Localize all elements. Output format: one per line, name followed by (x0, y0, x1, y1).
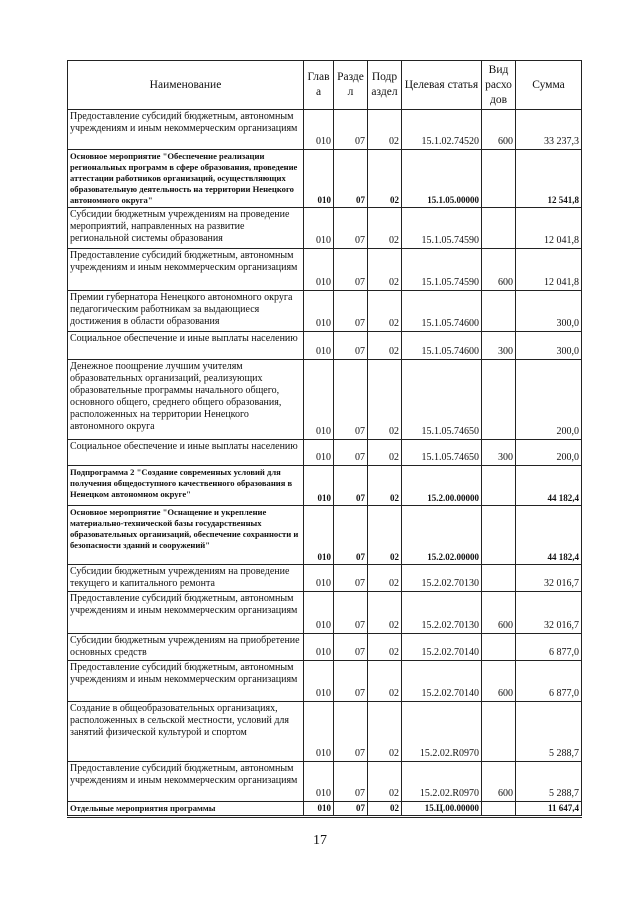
table-row (68, 565, 582, 592)
cell-section: 07 (334, 466, 368, 506)
header-section: Разде л (334, 61, 368, 110)
cell-section: 07 (334, 506, 368, 565)
cell-name: Социальное обеспечение и иные выплаты населению (68, 440, 304, 466)
cell-target: 15.2.02.70140 (402, 661, 482, 702)
table-row (68, 634, 582, 661)
cell-section: 07 (334, 208, 368, 249)
cell-section: 07 (334, 440, 368, 466)
cell-amount: 44 182,4 (516, 466, 582, 506)
cell-chapter: 010 (304, 565, 334, 592)
cell-chapter: 010 (304, 661, 334, 702)
cell-section: 07 (334, 592, 368, 634)
cell-subsection: 02 (368, 440, 402, 466)
cell-chapter: 010 (304, 506, 334, 565)
table-row (68, 702, 582, 762)
cell-section: 07 (334, 249, 368, 291)
cell-amount: 6 877,0 (516, 661, 582, 702)
cell-chapter: 010 (304, 702, 334, 762)
cell-subsection: 02 (368, 110, 402, 150)
cell-amount: 11 647,4 (516, 802, 582, 817)
cell-amount: 12 041,8 (516, 208, 582, 249)
cell-target: 15.2.02.R0970 (402, 702, 482, 762)
cell-expense-type: 600 (482, 592, 516, 634)
cell-amount: 200,0 (516, 360, 582, 440)
cell-expense-type (482, 506, 516, 565)
table-row (68, 592, 582, 634)
cell-section: 07 (334, 762, 368, 802)
cell-target: 15.Ц.00.00000 (402, 802, 482, 817)
cell-target: 15.1.05.00000 (402, 150, 482, 208)
table-row (68, 110, 582, 150)
cell-chapter: 010 (304, 208, 334, 249)
cell-name: Основное мероприятие "Оснащение и укрепление материально-технической базы государственных образовательных организаций, обеспечение сохранности и безопасности зданий и сооружений" (68, 506, 304, 565)
cell-expense-type (482, 466, 516, 506)
cell-target: 15.1.02.74520 (402, 110, 482, 150)
cell-target: 15.2.02.70130 (402, 592, 482, 634)
cell-name: Предоставление субсидий бюджетным, автономным учреждениям и иным некоммерческим организациям (68, 661, 304, 702)
cell-chapter: 010 (304, 360, 334, 440)
table-row (68, 150, 582, 208)
cell-subsection: 02 (368, 332, 402, 360)
cell-expense-type: 300 (482, 440, 516, 466)
cell-name: Предоставление субсидий бюджетным, автономным учреждениям и иным некоммерческим организациям (68, 762, 304, 802)
cell-chapter: 010 (304, 762, 334, 802)
cell-target: 15.1.05.74600 (402, 332, 482, 360)
cell-chapter: 010 (304, 466, 334, 506)
cell-subsection: 02 (368, 291, 402, 332)
cell-amount: 6 877,0 (516, 634, 582, 661)
cell-subsection: 02 (368, 150, 402, 208)
cell-subsection: 02 (368, 466, 402, 506)
cell-name: Основное мероприятие "Обеспечение реализации региональных программ в сфере образования, проведение аттестации работников организаций, осуществляющих образовательную деятельность на территории Ненецкого автономного округа" (68, 150, 304, 208)
table-row (68, 661, 582, 702)
cell-subsection: 02 (368, 506, 402, 565)
table-row (68, 762, 582, 802)
cell-target: 15.1.05.74650 (402, 440, 482, 466)
cell-subsection: 02 (368, 592, 402, 634)
cell-target: 15.2.02.70140 (402, 634, 482, 661)
cell-chapter: 010 (304, 802, 334, 817)
header-target: Целевая статья (402, 61, 482, 110)
table-row (68, 208, 582, 249)
cell-name: Предоставление субсидий бюджетным, автономным учреждениям и иным некоммерческим организациям (68, 110, 304, 150)
cell-chapter: 010 (304, 249, 334, 291)
table-row (68, 360, 582, 440)
table-row (68, 440, 582, 466)
cell-name: Субсидии бюджетным учреждениям на приобретение основных средств (68, 634, 304, 661)
table-body (68, 110, 582, 817)
cell-expense-type: 600 (482, 249, 516, 291)
cell-chapter: 010 (304, 150, 334, 208)
cell-subsection: 02 (368, 661, 402, 702)
cell-target: 15.1.05.74590 (402, 208, 482, 249)
cell-name: Социальное обеспечение и иные выплаты населению (68, 332, 304, 360)
cell-amount: 12 041,8 (516, 249, 582, 291)
table-row (68, 466, 582, 506)
cell-chapter: 010 (304, 440, 334, 466)
cell-name: Подпрограмма 2 "Создание современных условий для получения общедоступного качественного образования в Ненецком автономном округе" (68, 466, 304, 506)
cell-expense-type (482, 360, 516, 440)
cell-name: Предоставление субсидий бюджетным, автономным учреждениям и иным некоммерческим организациям (68, 249, 304, 291)
cell-subsection: 02 (368, 802, 402, 817)
cell-amount: 32 016,7 (516, 565, 582, 592)
page-number: 17 (313, 833, 327, 848)
cell-chapter: 010 (304, 634, 334, 661)
cell-section: 07 (334, 802, 368, 817)
cell-target: 15.1.05.74600 (402, 291, 482, 332)
table-row (68, 506, 582, 565)
cell-target: 15.2.02.R0970 (402, 762, 482, 802)
cell-amount: 200,0 (516, 440, 582, 466)
cell-section: 07 (334, 565, 368, 592)
cell-target: 15.1.05.74650 (402, 360, 482, 440)
budget-table (67, 60, 582, 818)
table-row (68, 291, 582, 332)
cell-section: 07 (334, 661, 368, 702)
cell-chapter: 010 (304, 291, 334, 332)
cell-expense-type (482, 702, 516, 762)
cell-name: Отдельные мероприятия программы (68, 802, 304, 817)
cell-expense-type: 300 (482, 332, 516, 360)
cell-expense-type (482, 150, 516, 208)
table-header-row (68, 61, 582, 110)
cell-target: 15.1.05.74590 (402, 249, 482, 291)
cell-target: 15.2.02.70130 (402, 565, 482, 592)
cell-amount: 5 288,7 (516, 762, 582, 802)
header-name: Наименование (68, 61, 304, 110)
cell-amount: 300,0 (516, 332, 582, 360)
cell-name: Субсидии бюджетным учреждениям на проведение текущего и капитального ремонта (68, 565, 304, 592)
table-row (68, 332, 582, 360)
cell-subsection: 02 (368, 762, 402, 802)
cell-amount: 44 182,4 (516, 506, 582, 565)
cell-amount: 300,0 (516, 291, 582, 332)
cell-section: 07 (334, 702, 368, 762)
cell-chapter: 010 (304, 592, 334, 634)
cell-section: 07 (334, 634, 368, 661)
cell-section: 07 (334, 150, 368, 208)
cell-subsection: 02 (368, 208, 402, 249)
table-row (68, 249, 582, 291)
cell-section: 07 (334, 291, 368, 332)
table-row (68, 802, 582, 817)
cell-section: 07 (334, 110, 368, 150)
cell-name: Премии губернатора Ненецкого автономного округа педагогическим работникам за выдающиеся достижения в области образования (68, 291, 304, 332)
cell-subsection: 02 (368, 360, 402, 440)
header-amount: Сумма (516, 61, 582, 110)
cell-section: 07 (334, 360, 368, 440)
cell-expense-type: 600 (482, 762, 516, 802)
cell-subsection: 02 (368, 702, 402, 762)
cell-expense-type (482, 565, 516, 592)
cell-amount: 32 016,7 (516, 592, 582, 634)
cell-expense-type: 600 (482, 110, 516, 150)
cell-section: 07 (334, 332, 368, 360)
cell-amount: 33 237,3 (516, 110, 582, 150)
cell-name: Субсидии бюджетным учреждениям на проведение мероприятий, направленных на развитие региональной системы образования (68, 208, 304, 249)
header-chapter: Глав а (304, 61, 334, 110)
cell-target: 15.2.00.00000 (402, 466, 482, 506)
cell-subsection: 02 (368, 249, 402, 291)
cell-target: 15.2.02.00000 (402, 506, 482, 565)
cell-expense-type (482, 802, 516, 817)
header-subsection: Подр аздел (368, 61, 402, 110)
cell-expense-type: 600 (482, 661, 516, 702)
cell-name: Предоставление субсидий бюджетным, автономным учреждениям и иным некоммерческим организациям (68, 592, 304, 634)
cell-expense-type (482, 208, 516, 249)
cell-name: Денежное поощрение лучшим учителям образовательных организаций, реализующих образовательные программы начального общего, основного общего, среднего общего образования, расположенных на территории Ненецкого автономного округа (68, 360, 304, 440)
cell-amount: 12 541,8 (516, 150, 582, 208)
cell-expense-type (482, 291, 516, 332)
header-expense-type: Вид расхо дов (482, 61, 516, 110)
cell-subsection: 02 (368, 565, 402, 592)
cell-chapter: 010 (304, 332, 334, 360)
cell-expense-type (482, 634, 516, 661)
cell-amount: 5 288,7 (516, 702, 582, 762)
cell-name: Создание в общеобразовательных организациях, расположенных в сельской местности, условий для занятий физической культурой и спортом (68, 702, 304, 762)
cell-subsection: 02 (368, 634, 402, 661)
cell-chapter: 010 (304, 110, 334, 150)
